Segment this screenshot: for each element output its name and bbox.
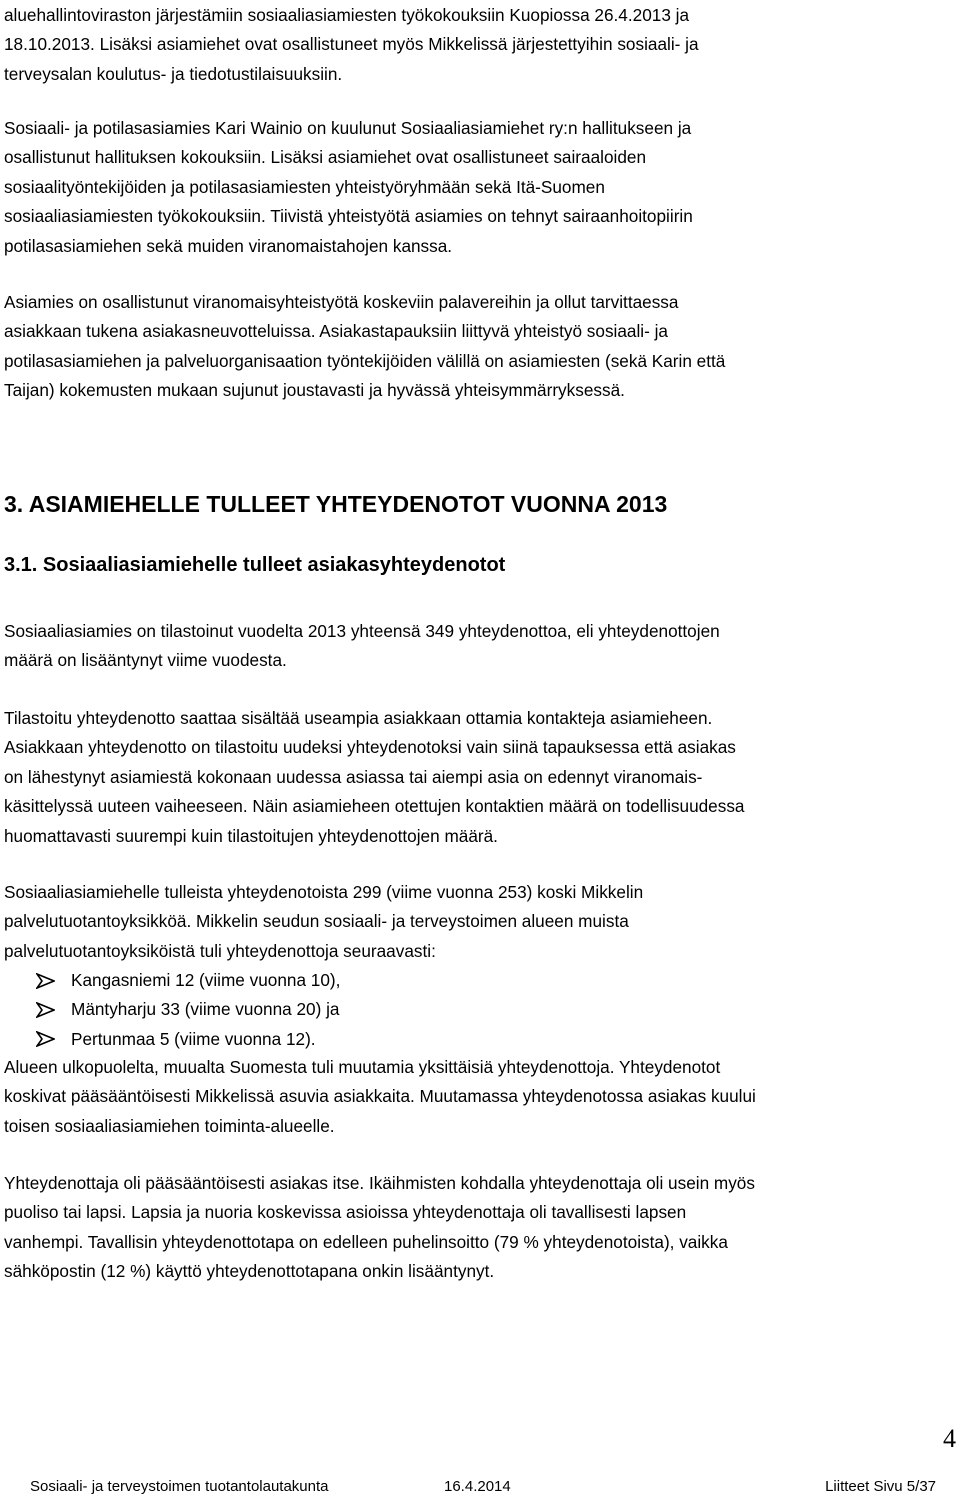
text-line: toisen sosiaaliasiamiehen toiminta-alueelle. [4,1115,335,1136]
text-line: vanhempi. Tavallisin yhteydenottotapa on edelleen puhelinsoitto (79 % yhteydenotoista), vaikka [4,1231,728,1252]
text-line: Yhteydenottaja oli pääsääntöisesti asiakas itse. Ikäihmisten kohdalla yhteydenottaja oli usein myös [4,1173,755,1193]
text-line: Taijan) kokemusten mukaan sujunut joustavasti ja hyvässä yhteisymmärryksessä. [4,380,625,401]
list-item-text: Pertunmaa 5 (viime vuonna 12). [71,1028,316,1049]
text-line: osallistunut hallituksen kokouksiin. Lisäksi asiamiehet ovat osallistuneet sairaaloiden [4,147,647,168]
section-heading: 3. ASIAMIEHELLE TULLEET YHTEYDENOTOT VUONNA 2013 [4,491,668,517]
text-line: Tilastoitu yhteydenotto saattaa sisältää useampia asiakkaan ottamia kontakteja asiamieheen. [4,708,713,728]
text-line: Alueen ulkopuolelta, muualta Suomesta tuli muutamia yksittäisiä yhteydenottoja. Yhteydenotot [4,1057,721,1077]
paragraph-intro [4,1,954,89]
arrowhead-bullet-icon [36,1031,55,1047]
page-number: 4 [943,1424,956,1453]
list-item-text: Mäntyharju 33 (viime vuonna 20) ja [71,999,340,1020]
arrowhead-bullet-icon [36,973,55,989]
text-line: sosiaalityöntekijöiden ja potilasasiamiesten yhteistyöryhmään sekä Itä-Suomen [4,176,605,197]
text-line: määrä on lisääntynyt viime vuodesta. [4,650,287,671]
list-item [36,1025,340,1054]
paragraph-definition [4,704,954,851]
text-line: potilasasiamiehen sekä muiden viranomaistahojen kanssa. [4,235,453,256]
paragraph-board [4,114,954,261]
footer-attachment-page: Liitteet Sivu 5/37 [825,1478,936,1495]
text-line: Asiakkaan yhteydenotto on tilastoitu uudeksi yhteydenotoksi vain siinä tapauksessa että asiakas [4,737,736,758]
text-line: puoliso tai lapsi. Lapsia ja nuoria koskevissa asioissa yhteydenottaja oli tavallisesti lapsen [4,1202,687,1223]
arrowhead-bullet-icon [36,1002,55,1018]
paragraph-total [4,617,954,676]
paragraph-outside-area [4,1053,954,1141]
list-item [36,995,340,1024]
text-line: sosiaaliasiamiesten työkokouksiin. Tiivistä yhteistyötä asiamies on tehnyt sairaanhoitopiirin [4,206,693,227]
paragraph-mikkeli [4,878,954,966]
text-line: potilasasiamiehen ja palveluorganisaation työntekijöiden välillä on asiamiesten (sekä Karin että [4,350,726,371]
text-line: Asiamies on osallistunut viranomaisyhteistyötä koskeviin palavereihin ja ollut tarvittaessa [4,292,679,312]
text-line: Sosiaali- ja potilasasiamies Kari Wainio on kuulunut Sosiaaliasiamiehet ry:n hallitukseen ja [4,118,692,138]
subsection-heading: 3.1. Sosiaaliasiamiehelle tulleet asiakasyhteydenotot [4,554,506,576]
text-line: on lähestynyt asiamiestä kokonaan uudessa asiassa tai aiempi asia on edennyt viranomais- [4,766,703,787]
text-line: aluehallintoviraston järjestämiin sosiaaliasiamiesten työkokouksiin Kuopiossa 26.4.2013 ja [4,5,690,25]
text-line: sähköpostin (12 %) käyttö yhteydenottotapana onkin lisääntynyt. [4,1261,495,1282]
text-line: käsittelyssä uuteen vaiheeseen. Näin asiamieheen otettujen kontaktien määrä on todellisuudessa [4,796,745,817]
text-line: koskivat pääsääntöisesti Mikkelissä asuvia asiakkaita. Muutamassa yhteydenotossa asiakas kuului [4,1086,756,1107]
text-line: palvelutuotantoyksiköistä tuli yhteydenottoja seuraavasti: [4,940,436,961]
footer-organization: Sosiaali- ja terveystoimen tuotantolautakunta [30,1478,329,1495]
paragraph-cooperation [4,288,954,406]
bullet-list [36,966,340,1054]
text-line: huomattavasti suurempi kuin tilastoitujen yhteydenottojen määrä. [4,825,498,846]
paragraph-contacts [4,1169,954,1287]
text-line: Sosiaaliasiamies on tilastoinut vuodelta 2013 yhteensä 349 yhteydenottoa, eli yhteydenottojen [4,621,720,641]
text-line: Sosiaaliasiamiehelle tulleista yhteydenotoista 299 (viime vuonna 253) koski Mikkelin [4,882,644,902]
text-line: palvelutuotantoyksikköä. Mikkelin seudun sosiaali- ja terveystoimen alueen muista [4,911,629,932]
text-line: asiakkaan tukena asiakasneuvotteluissa. Asiakastapauksiin liittyvä yhteistyö sosiaali- ja [4,321,668,342]
footer-date: 16.4.2014 [444,1478,511,1495]
list-item [36,966,340,995]
text-line: terveysalan koulutus- ja tiedotustilaisuuksiin. [4,63,343,84]
text-line: 18.10.2013. Lisäksi asiamiehet ovat osallistuneet myös Mikkelissä järjestettyihin sosiaali- ja [4,34,699,55]
list-item-text: Kangasniemi 12 (viime vuonna 10), [71,970,341,990]
